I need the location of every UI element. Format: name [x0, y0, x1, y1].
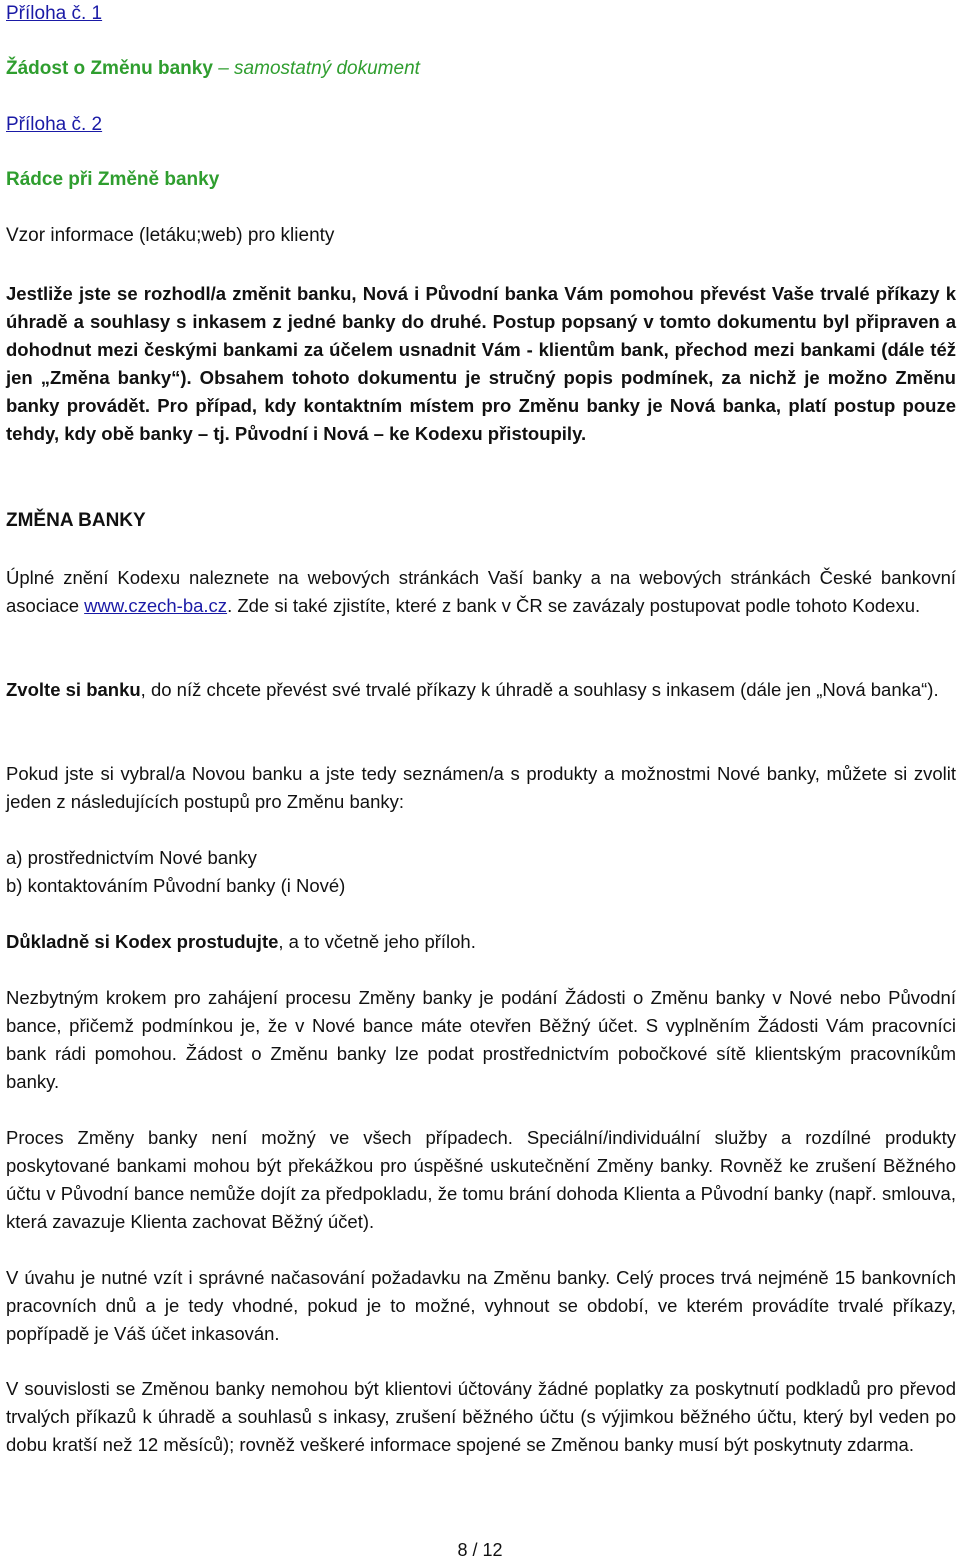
paragraph-procedures: Pokud jste si vybral/a Novou banku a jste tedy seznámen/a s produkty a možnostmi Nové banky, můžete si zvolit jeden z následujících postupů pro Změnu banky:: [6, 763, 956, 812]
option-a: a) prostřednictvím Nové banky: [6, 847, 257, 868]
paragraph-study-kodex: [6, 928, 956, 956]
paragraph-kodex-info: [6, 564, 956, 620]
annex-1-link[interactable]: [6, 2, 102, 26]
paragraph-timing: V úvahu je nutné vzít i správné načasování požadavku na Změnu banky. Celý proces trvá nejméně 15 bankovních pracovních dnů a je tedy vhodné, pokud je to možné, vyhnout se období, ve kterém provádíte trvalé příkazy, popřípadě je Váš účet inkasován.: [6, 1267, 956, 1344]
paragraph-limitations: Proces Změny banky není možný ve všech případech. Speciální/individuální služby a rozdílné produkty poskytované bankami mohou být překážkou pro úspěšné uskutečnění Změny banky. Rovněž ke zrušení Běžného účtu v Původní bance nemůže dojít za předpokladu, že tomu brání dohoda Klienta a Původní banky (např. smlouva, která zavazuje Klienta zachovat Běžný účet).: [6, 1127, 956, 1232]
annex-1-title-main: Žádost o Změnu banky: [6, 58, 213, 79]
p4-bold-text: Důkladně si Kodex prostudujte: [6, 931, 279, 952]
paragraph-fees: V souvislosti se Změnou banky nemohou být klientovi účtovány žádné poplatky za poskytnutí podkladů pro převod trvalých příkazů k úhradě a souhlasů s inkasy, zrušení běžného účtu (s výjimkou běžného účtu, který byl veden po dobu kratší než 12 měsíců); rovněž veškeré informace spojené se Změnou banky musí být poskytnuty zdarma.: [6, 1378, 956, 1455]
czech-ba-link[interactable]: www.czech-ba.cz: [84, 595, 228, 616]
p2-rest-text: , do níž chcete převést své trvalé příkazy k úhradě a souhlasy s inkasem (dále jen „Nová banka“).: [140, 679, 939, 700]
section-heading: ZMĚNA BANKY: [6, 510, 146, 531]
annex-1-link-text[interactable]: Příloha č. 1: [6, 3, 103, 24]
p2-bold-text: Zvolte si banku: [6, 679, 141, 700]
option-b: b) kontaktováním Původní banky (i Nové): [6, 875, 346, 896]
annex-2-title: Rádce při Změně banky: [6, 169, 220, 190]
annex-2-link[interactable]: [6, 113, 102, 137]
paragraph-choose-bank: [6, 676, 956, 704]
p1-text-before: Úplné znění Kodexu naleznete na webových stránkách Vaší banky a na webových stránkách České bankovní asociace: [6, 567, 956, 616]
p1-text-after: . Zde si také zjistíte, které z bank v ČR se zavázaly postupovat podle tohoto Kodexu.: [227, 595, 921, 616]
annex-1-title-note: – samostatný dokument: [212, 58, 420, 79]
p4-rest-text: , a to včetně jeho příloh.: [278, 931, 476, 952]
page-number: 8 / 12: [457, 1540, 503, 1560]
intro-paragraph: Jestliže jste se rozhodl/a změnit banku, Nová i Původní banka Vám pomohou převést Vaše trvalé příkazy k úhradě a souhlasy s inkasem z jedné banky do druhé. Postup popsaný v tomto dokumentu byl připraven a dohodnut mezi českými bankami za účelem usnadnit Vám - klientům bank, přechod mezi bankami (dále též jen „Změna banky“). Obsahem tohoto dokumentu je stručný popis podmínek, za nichž je možno Změnu banky provádět. Pro případ, kdy kontaktním místem pro Změnu banky je Nová banka, platí postup pouze tehdy, kdy obě banky – tj. Původní i Nová – ke Kodexu přistoupily.: [6, 283, 956, 444]
annex-2-subtitle: Vzor informace (letáku;web) pro klienty: [6, 225, 335, 246]
paragraph-application: Nezbytným krokem pro zahájení procesu Změny banky je podání Žádosti o Změnu banky v Nové nebo Původní bance, přičemž podmínkou je, že v Nové bance máte otevřen Běžný účet. S vyplněním Žádosti Vám pracovníci bank rádi pomohou. Žádost o Změnu banky lze podat prostřednictvím pobočkové sítě klientským pracovníkům banky.: [6, 987, 956, 1092]
annex-2-link-text[interactable]: Příloha č. 2: [6, 114, 103, 135]
annex-1-title: [6, 57, 420, 81]
